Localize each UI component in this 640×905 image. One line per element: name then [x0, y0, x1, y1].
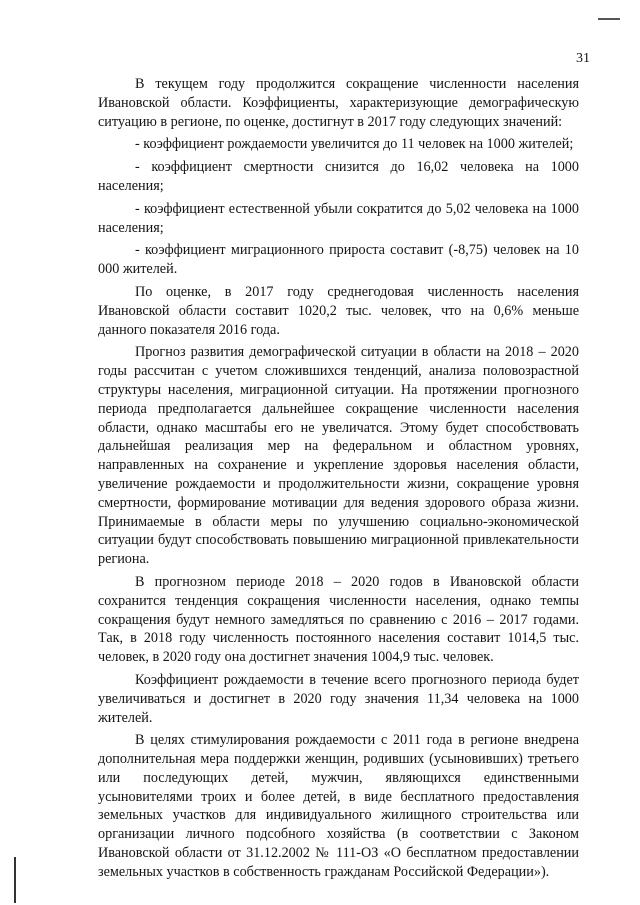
paragraph-forecast-period: В прогнозном периоде 2018 – 2020 годов в Ивановской области сохранится тенденция сокращения численности населения, однако темпы сокращения будут немного замедляться по сравнению с 2016 – 2017 годами. Так, в 2018 году численность постоянного населения составит 1014,5 тыс. человек, в 2020 году она достигнет значения 1004,9 тыс. человек. — [98, 573, 579, 666]
list-item-migration: - коэффициент миграционного прироста составит (-8,75) человек на 10 000 жителей. — [98, 242, 579, 278]
paragraph-stimulation: В целях стимулирования рождаемости с 2011 года в регионе внедрена дополнительная мера поддержки женщин, родивших (усыновивших) третьего или последующих детей, мужчин, являющихся единственными усыновителями троих и более детей, в виде бесплатного предоставления земельных участков для индивидуального жилищного строительства или организации личного подсобного хозяйства (в соответствии с Законом Ивановской области от 31.12.2002 № 111-ОЗ «О бесплатном предоставлении земельных участков в собственность гражданам Российской Федерации»). — [98, 732, 579, 880]
list-item-death-rate: - коэффициент смертности снизится до 16,02 человека на 1000 населения; — [98, 159, 579, 194]
page-number: 31 — [576, 51, 590, 66]
paragraph-birth-coefficient: Коэффициент рождаемости в течение всего прогнозного периода будет увеличиваться и достигнет в 2020 году значения 11,34 человека на 1000 жителей. — [98, 671, 579, 726]
margin-scan-mark — [14, 857, 16, 903]
paragraph-population-estimate: По оценке, в 2017 году среднегодовая численность населения Ивановской области составит 1020,2 тыс. человек, что на 0,6% меньше данного показателя 2016 года. — [98, 283, 579, 338]
paragraph-forecast: Прогноз развития демографической ситуации в области на 2018 – 2020 годы рассчитан с учетом сложившихся тенденций, анализа половозрастной структуры населения, миграционной ситуации. На протяжении прогнозного периода предполагается дальнейшее сокращение численности населения области, однако масштабы его не увеличатся. Этому будет способствовать дальнейшая реализация мер на федеральном и областном уровнях, направленных на сохранение и укрепление здоровья населения области, увеличение рождаемости и продолжительности жизни, сокращение уровня смертности, формирование мотивации для ведения здорового образа жизни. Принимаемые в области меры по улучшению социально-экономической ситуации будут способствовать повышению миграционной привлекательности региона. — [98, 344, 579, 568]
list-item-natural-decline: - коэффициент естественной убыли сократится до 5,02 человека на 1000 населения; — [98, 200, 579, 236]
document-body — [98, 75, 579, 886]
corner-scan-mark — [598, 18, 620, 20]
list-item-birth-rate: - коэффициент рождаемости увеличится до 11 человек на 1000 жителей; — [135, 136, 574, 153]
paragraph-intro: В текущем году продолжится сокращение численности населения Ивановской области. Коэффициенты, характеризующие демографическую ситуацию в регионе, по оценке, достигнут в 2017 году следующих значений: — [98, 76, 579, 130]
